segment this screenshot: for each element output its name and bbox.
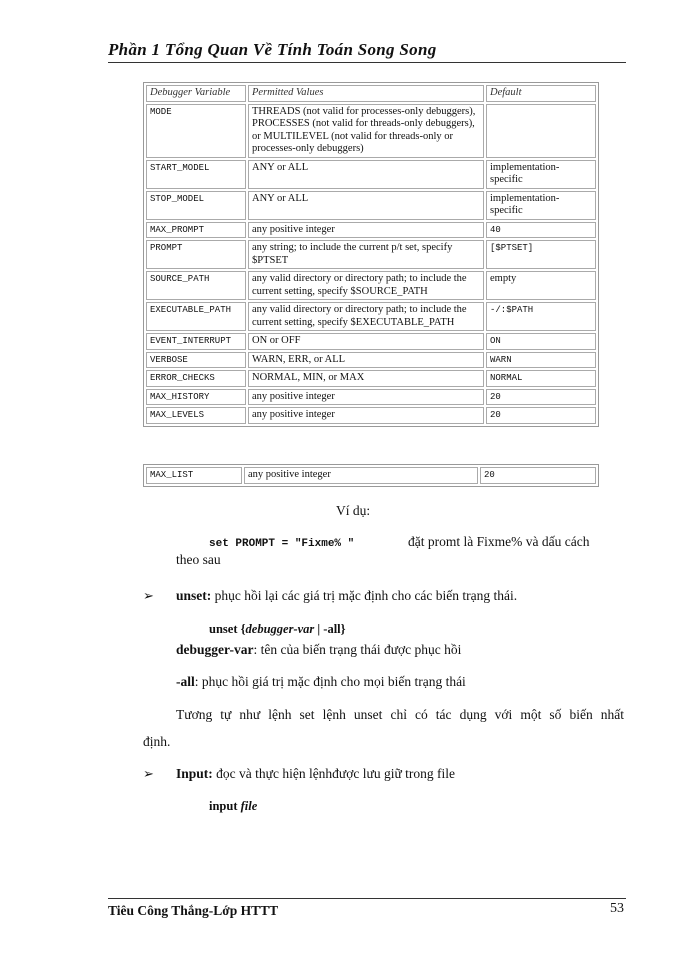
table-row: [146, 467, 596, 484]
var-values: NORMAL, MIN, or MAX: [248, 370, 484, 387]
max-list-table: [143, 464, 599, 487]
unset-note: Tương tự như lệnh set lệnh unset chỉ có tác dụng với một số biến nhất: [176, 707, 624, 722]
var-values: ON or OFF: [248, 333, 484, 350]
var-default: 40: [486, 222, 596, 239]
var-default: 20: [480, 467, 596, 484]
set-description-cont: theo sau: [176, 552, 221, 567]
var-name: EXECUTABLE_PATH: [146, 302, 246, 331]
var-default: WARN: [486, 352, 596, 369]
col-header-variable: Debugger Variable: [146, 85, 246, 102]
header-title: Phần 1 Tổng Quan Về Tính Toán Song Song: [108, 40, 437, 59]
var-values: any positive integer: [248, 222, 484, 239]
table-row: [146, 160, 596, 189]
unset-label: unset:: [176, 588, 212, 603]
bullet-arrow-icon: ➢: [143, 588, 154, 603]
set-description: đặt promt là Fixme% và dấu cách: [408, 534, 590, 549]
var-default: 20: [486, 389, 596, 406]
var-values: any positive integer: [244, 467, 478, 484]
var-values: WARN, ERR, or ALL: [248, 352, 484, 369]
var-values: any positive integer: [248, 407, 484, 424]
debugger-variables-table: [143, 82, 599, 427]
all-label: -all: [176, 674, 195, 689]
input-syntax: [209, 797, 257, 815]
var-name: MAX_LEVELS: [146, 407, 246, 424]
unset-syntax-keyword: unset {: [209, 622, 246, 636]
all-line: [176, 673, 466, 691]
input-label: Input:: [176, 766, 213, 781]
set-example: [209, 533, 354, 553]
set-command: set PROMPT = "Fixme% ": [209, 538, 355, 550]
var-name: ERROR_CHECKS: [146, 370, 246, 387]
footer-author: Tiêu Công Thắng-Lớp HTTT: [108, 903, 279, 918]
table-row: [146, 407, 596, 424]
var-name: EVENT_INTERRUPT: [146, 333, 246, 350]
table-row: [146, 370, 596, 387]
var-name: STOP_MODEL: [146, 191, 246, 220]
var-name: SOURCE_PATH: [146, 271, 246, 300]
var-name: PROMPT: [146, 240, 246, 269]
unset-syntax: [209, 620, 346, 638]
table-header-row: [146, 85, 596, 102]
var-values: ANY or ALL: [248, 191, 484, 220]
input-syntax-keyword: input: [209, 799, 241, 813]
input-line: [176, 765, 455, 783]
table-row: [146, 302, 596, 331]
unset-syntax-all: | -all}: [314, 622, 346, 636]
var-values: any positive integer: [248, 389, 484, 406]
var-default: implementation-specific: [486, 160, 596, 189]
table-row: [146, 240, 596, 269]
example-label: Ví dụ:: [336, 503, 371, 518]
var-name: START_MODEL: [146, 160, 246, 189]
table-row: [146, 191, 596, 220]
var-default: empty: [486, 271, 596, 300]
input-description: đọc và thực hiện lệnhđược lưu giữ trong file: [216, 766, 456, 781]
var-values: any valid directory or directory path; to include the current setting, specify $EXECUTABLE_PATH: [248, 302, 484, 331]
input-syntax-file: file: [240, 799, 258, 813]
all-desc: : phục hồi giá trị mặc định cho mọi biến trạng thái: [194, 674, 466, 689]
var-default: -/:$PATH: [486, 302, 596, 331]
debugger-var-desc: : tên của biến trạng thái được phục hồi: [253, 642, 462, 657]
table-row: [146, 104, 596, 158]
unset-line: [176, 587, 517, 605]
table-row: [146, 389, 596, 406]
var-default: ON: [486, 333, 596, 350]
table-row: [146, 271, 596, 300]
var-default: [486, 104, 596, 158]
unset-note-cont: định.: [143, 734, 171, 749]
bullet-arrow-icon: ➢: [143, 766, 154, 781]
var-default: 20: [486, 407, 596, 424]
unset-description: phục hồi lại các giá trị mặc định cho các biến trạng thái.: [214, 588, 518, 603]
table-row: [146, 333, 596, 350]
var-default: NORMAL: [486, 370, 596, 387]
var-values: ANY or ALL: [248, 160, 484, 189]
debugger-var-label: debugger-var: [176, 642, 254, 657]
page-header: [108, 40, 626, 63]
unset-syntax-var: debugger-var: [245, 622, 315, 636]
var-values: any string; to include the current p/t set, specify $PTSET: [248, 240, 484, 269]
var-name: MODE: [146, 104, 246, 158]
debugger-var-line: [176, 641, 461, 659]
col-header-default: Default: [486, 85, 596, 102]
table-row: [146, 352, 596, 369]
var-default: implementation-specific: [486, 191, 596, 220]
var-name: VERBOSE: [146, 352, 246, 369]
page-footer: [108, 898, 626, 919]
var-default: [$PTSET]: [486, 240, 596, 269]
var-values: THREADS (not valid for processes-only debuggers), PROCESSES (not valid for threads-only debuggers), or MULTILEVEL (not valid for threads-only or processes-only debuggers): [248, 104, 484, 158]
var-name: MAX_PROMPT: [146, 222, 246, 239]
var-values: any valid directory or directory path; to include the current setting, specify $SOURCE_PATH: [248, 271, 484, 300]
table-row: [146, 222, 596, 239]
col-header-values: Permitted Values: [248, 85, 484, 102]
var-name: MAX_HISTORY: [146, 389, 246, 406]
page-number: 53: [610, 901, 624, 916]
var-name: MAX_LIST: [146, 467, 242, 484]
